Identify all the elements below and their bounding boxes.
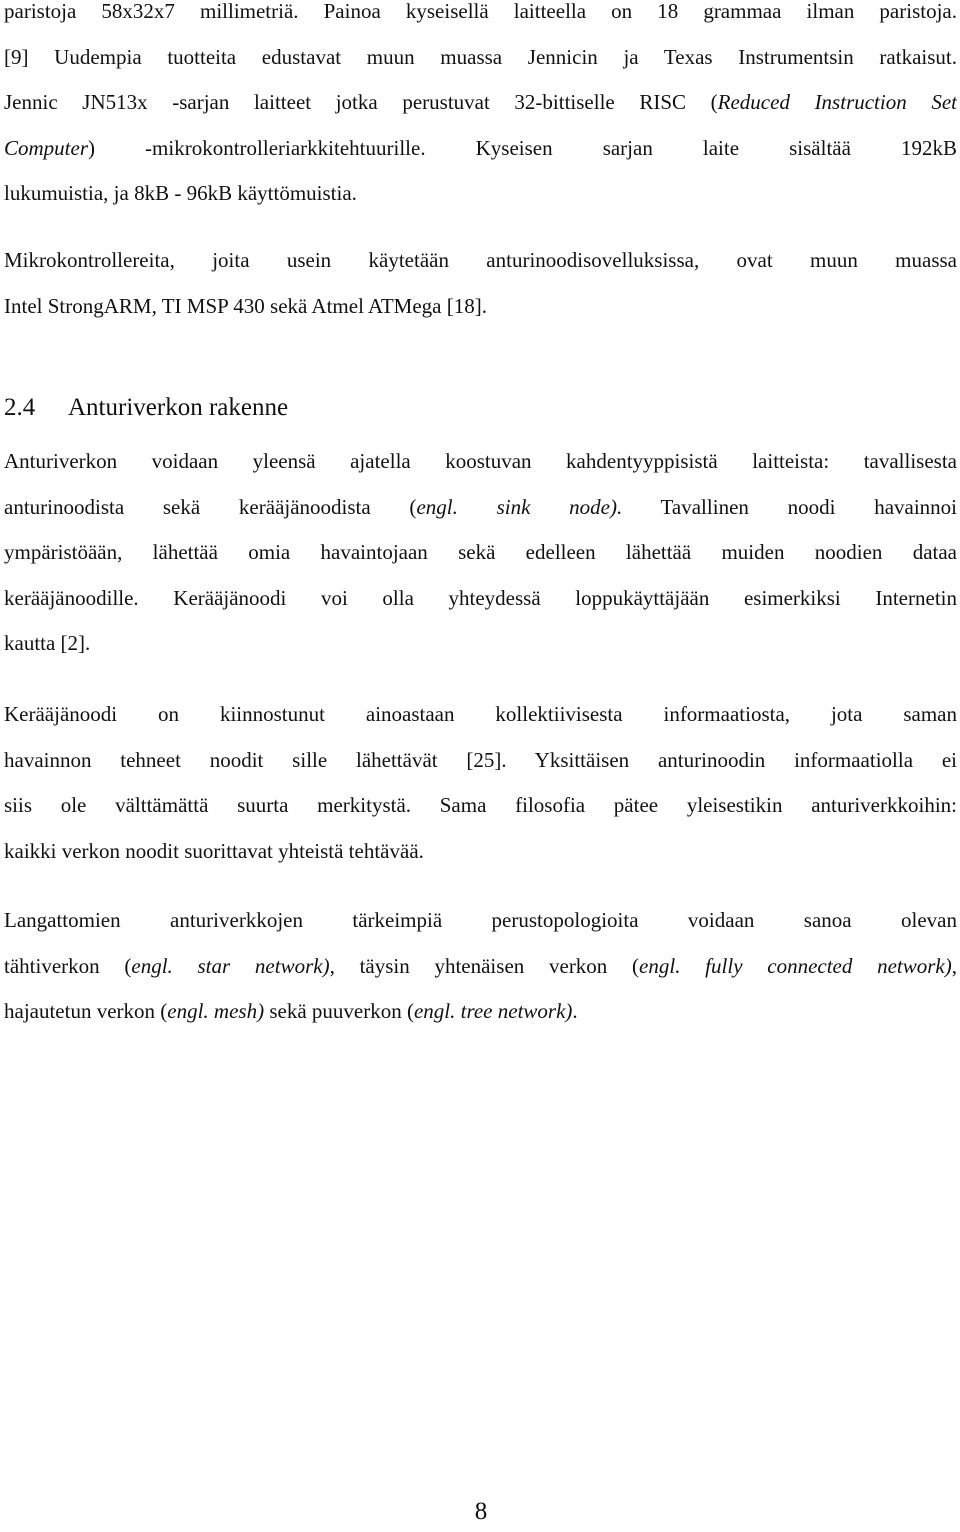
text-line [4,944,957,990]
italic-term: Computer [4,135,88,160]
text-run: , [951,953,957,978]
italic-term: Reduced Instruction Set [717,90,957,114]
text-run: Jennic JN513x -sarjan laitteet jotka perustuvat 32-bittiselle RISC ( [4,90,718,114]
italic-term: engl. star network) [131,953,330,978]
text-run: hajautetun verkon ( [4,999,168,1023]
text-line: paristoja 58x32x7 millimetriä. Painoa kyseisellä laitteella on 18 grammaa ilman paristoja. [4,0,957,23]
italic-term: engl. tree network) [413,999,573,1023]
text-line: kautta [2]. [4,631,91,655]
text-line: Langattomien anturiverkkojen tärkeimpiä perustopologioita voidaan sanoa olevan [4,908,957,932]
paragraph-topologies [4,898,957,1035]
text-line: lukumuistia, ja 8kB - 96kB käyttömuistia. [4,181,357,205]
text-line: siis ole välttämättä suurta merkitystä. Sama filosofia pätee yleisestikin anturiverkkoihin: [4,793,957,817]
italic-term: engl. fully connected network) [639,953,952,978]
text-line [4,989,957,1035]
italic-term: engl. mesh) [167,999,265,1023]
section-title: Anturiverkon rakenne [68,394,289,421]
text-run: , täysin yhtenäisen verkon ( [329,953,640,978]
text-line: kaikki verkon noodit suorittavat yhteistä tehtävää. [4,838,424,863]
section-heading [4,388,288,428]
text-run: sekä puuverkon ( [264,999,414,1023]
paragraph-network-structure [4,439,957,667]
text-line: kerääjänoodille. Kerääjänoodi voi olla yhteydessä loppukäyttäjään esimerkiksi Internetin [4,585,957,610]
text-line: Intel StrongARM, TI MSP 430 sekä Atmel ATMega [18]. [4,293,487,318]
text-run: anturinoodista sekä kerääjänoodista ( [4,494,417,519]
text-line [4,485,957,531]
paragraph-microcontroller-specs [4,0,957,217]
text-run: ) -mikrokontrolleriarkkitehtuurille. Kyseisen sarjan laite sisältää 192kB [88,135,957,160]
paragraph-sink-node [4,692,957,874]
section-number: 2.4 [4,394,36,421]
text-line: [9] Uudempia tuotteita edustavat muun muassa Jennicin ja Texas Instrumentsin ratkaisut. [4,44,957,69]
text-line: Kerääjänoodi on kiinnostunut ainoastaan kollektiivisesta informaatiosta, jota saman [4,702,957,726]
text-run: tähtiverkon ( [4,953,132,978]
italic-term: engl. sink node). [416,494,623,519]
text-run: Tavallinen noodi havainnoi [622,494,957,519]
page-number: 8 [474,1498,488,1525]
text-line: ympäristöään, lähettää omia havaintojaan sekä edelleen lähettää muiden noodien dataa [4,540,957,564]
text-line [4,126,957,172]
text-line [4,80,957,126]
text-line: Mikrokontrollereita, joita usein käytetään anturinoodisovelluksissa, ovat muun muassa [4,248,957,272]
text-line: havainnon tehneet noodit sille lähettävät [25]. Yksittäisen anturinoodin informaatiolla ei [4,747,957,772]
text-line: Anturiverkon voidaan yleensä ajatella koostuvan kahdentyyppisistä laitteista: tavallisesta [4,449,957,473]
text-run: . [572,999,578,1023]
paragraph-microcontroller-examples [4,238,957,329]
